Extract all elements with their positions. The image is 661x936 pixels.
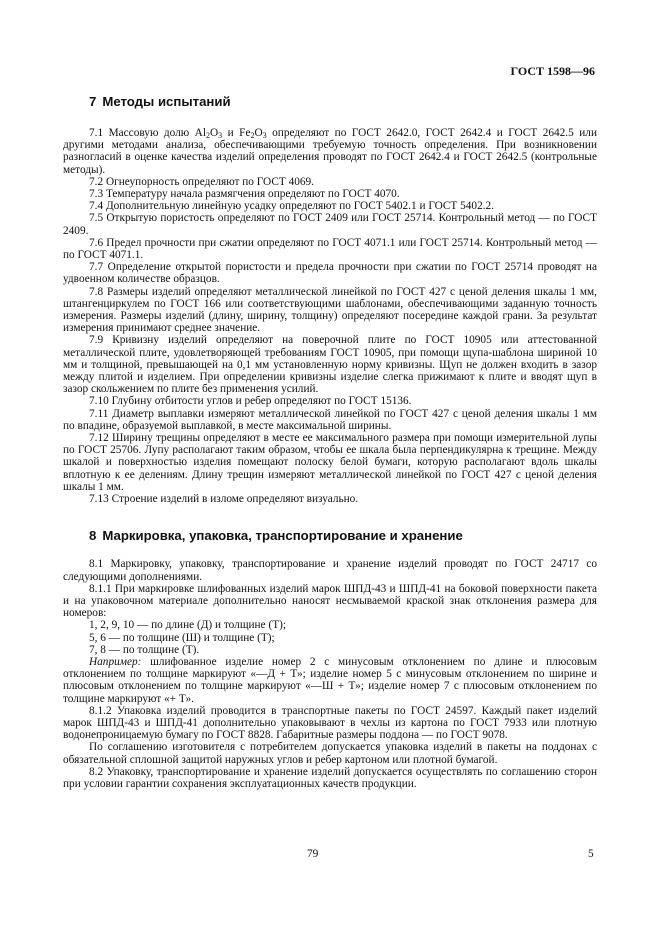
paragraph-7-13: 7.13 Строение изделий в изломе определяют визуально. <box>89 493 359 506</box>
section-7-heading <box>89 94 597 109</box>
paragraph-7-12: 7.12 Ширину трещины определяют в месте ее максимального размера при помощи измерительной лупы по ГОСТ 25706. Лупу располагают таким образом, чтобы ее шкала была перпендикулярна к трещине. Между шкалой и поверхностью изделия помещают полоску белой бумаги, которую располагают вдоль шкалы вплотную к ее делениям. Длину трещин измеряют металлической линейкой по ГОСТ 427 с ценой деления шкалы 1 мм. <box>63 432 597 493</box>
paragraph-7-11: 7.11 Диаметр выплавки измеряют металлической линейкой по ГОСТ 427 с ценой деления шкалы 1 мм по впадине, образуемой выплавкой, в месте максимальной ширины. <box>63 407 597 432</box>
text-run: и Fe <box>222 127 251 139</box>
section-title: Маркировка, упаковка, транспортирование и хранение <box>102 528 463 544</box>
example-text: шлифованное изделие номер 2 с минусовым отклонением по длине и плюсовым отклонением по толщине маркируют «—Д + Т»; изделие номер 5 с минусовым отклонением по ширине и плюсовым отклонением по толщине маркируют «—Ш + Т»; изделие номер 7 с плюсовым отклонением по толщине маркируют «+ Т». <box>63 655 597 705</box>
section-title: Методы испытаний <box>102 94 231 109</box>
paragraph-7-4: 7.4 Дополнительную линейную усадку определяют по ГОСТ 5402.1 и ГОСТ 5402.2. <box>89 200 495 213</box>
paragraph-8-1-2: 8.1.2 Упаковка изделий проводится в транспортные пакеты по ГОСТ 24597. Каждый пакет изделий марок ШПД-43 и ШПД-41 дополнительно упаковывают в чехлы из картона по ГОСТ 7933 или плотную водонепроницаемую бумагу по ГОСТ 8828. Габаритные размеры поддона — по ГОСТ 9078. <box>63 704 597 742</box>
example-paragraph <box>63 656 597 705</box>
paragraph-7-8: 7.8 Размеры изделий определяют металлической линейкой по ГОСТ 427 с ценой деления шкалы 1 мм, штангенциркулем по ГОСТ 166 или соответствующими шаблонами, обеспечивающими заданную точность измерения. Размеры изделий (длину, ширину, толщину) определяют посередине каждой грани. За результат измерения принимают среднее значение. <box>63 285 597 335</box>
standard-header: ГОСТ 1598—96 <box>510 64 595 78</box>
subscript: 2 <box>205 131 210 140</box>
subscript: 3 <box>262 131 267 140</box>
page-number-right: 5 <box>588 848 594 860</box>
paragraph-7-2: 7.2 Огнеупорность определяют по ГОСТ 4069. <box>89 175 315 188</box>
list-item: 1, 2, 9, 10 — по длине (Д) и толщине (Т); <box>89 619 287 632</box>
subscript: 3 <box>218 131 223 140</box>
text-run: O <box>209 127 219 139</box>
paragraph-7-3: 7.3 Температуру начала размягчения определяют по ГОСТ 4070. <box>89 188 400 201</box>
paragraph-agreement: По соглашению изготовителя с потребителем допускается упаковка изделий в пакеты на поддонах с обязательной сплошной защитой наружных углов и ребер картоном или плотной бумагой. <box>63 741 597 766</box>
section-number: 7 <box>89 94 97 109</box>
paragraph-8-1-1: 8.1.1 При маркировке шлифованных изделий марок ШПД-43 и ШПД-41 на боковой поверхности пакета и на упаковочном материале дополнительно наносят несмываемой краской знак отклонения размера для номеров: <box>63 582 597 620</box>
paragraph-7-10: 7.10 Глубину отбитости углов и ребер определяют по ГОСТ 15136. <box>89 395 412 408</box>
section-7-content <box>63 127 597 505</box>
paragraph-7-1 <box>63 127 597 176</box>
deviation-list <box>63 619 597 656</box>
section-number: 8 <box>89 528 97 544</box>
text-run: O <box>254 127 263 139</box>
list-item: 5, 6 — по толщине (Ш) и толщине (Т); <box>89 631 275 644</box>
example-lead: Например: <box>89 655 142 668</box>
paragraph-7-9: 7.9 Кривизну изделий определяют на поверочной плите по ГОСТ 10905 или аттестованной металлической плите, удовлетворяющей требованиям ГОСТ 10905, при помощи щупа-шаблона шириной 10 мм и толщиной, превышающей на 0,1 мм установленную норму кривизны. Щуп не должен входить в зазор между плитой и изделием. При определении кривизны изделие слегка прижимают к плите и вводят щуп в зазор скольжением по плите без применения усилий. <box>63 334 597 396</box>
text-run: определяют по ГОСТ 2642.0, ГОСТ 2642.4 и ГОСТ 2642.5 или другими методами анализа, обеспечивающими требуемую точность определения. При возникновении разногласий в оценке качества изделий определения проводят по ГОСТ 2642.4 и ГОСТ 2642.5 (контрольные методы). <box>63 127 597 176</box>
paragraph-8-2: 8.2 Упаковку, транспортирование и хранение изделий допускается осуществлять по соглашению сторон при условии гарантии сохранения эксплуатационных качеств продукции. <box>63 765 597 790</box>
section-8-content <box>63 558 597 790</box>
paragraph-7-5: 7.5 Открытую пористость определяют по ГОСТ 2409 или ГОСТ 25714. Контрольный метод — по ГОСТ 2409. <box>63 212 597 237</box>
page-number-center: 79 <box>307 848 319 860</box>
text-run: 7.1 Массовую долю Al <box>89 127 206 139</box>
subscript: 2 <box>250 131 255 140</box>
section-8-heading <box>89 528 597 543</box>
paragraph-8-1: 8.1 Маркировку, упаковку, транспортирование и хранение изделий проводят по ГОСТ 24717 со следующими дополнениями. <box>63 558 597 583</box>
list-item: 7, 8 — по толщине (Т). <box>89 643 200 656</box>
document-body <box>63 94 597 790</box>
paragraph-7-6: 7.6 Предел прочности при сжатии определяют по ГОСТ 4071.1 или ГОСТ 25714. Контрольный метод — по ГОСТ 4071.1. <box>63 236 597 262</box>
paragraph-7-7: 7.7 Определение открытой пористости и предела прочности при сжатии по ГОСТ 25714 проводят на удвоенном количестве образцов. <box>63 261 597 286</box>
